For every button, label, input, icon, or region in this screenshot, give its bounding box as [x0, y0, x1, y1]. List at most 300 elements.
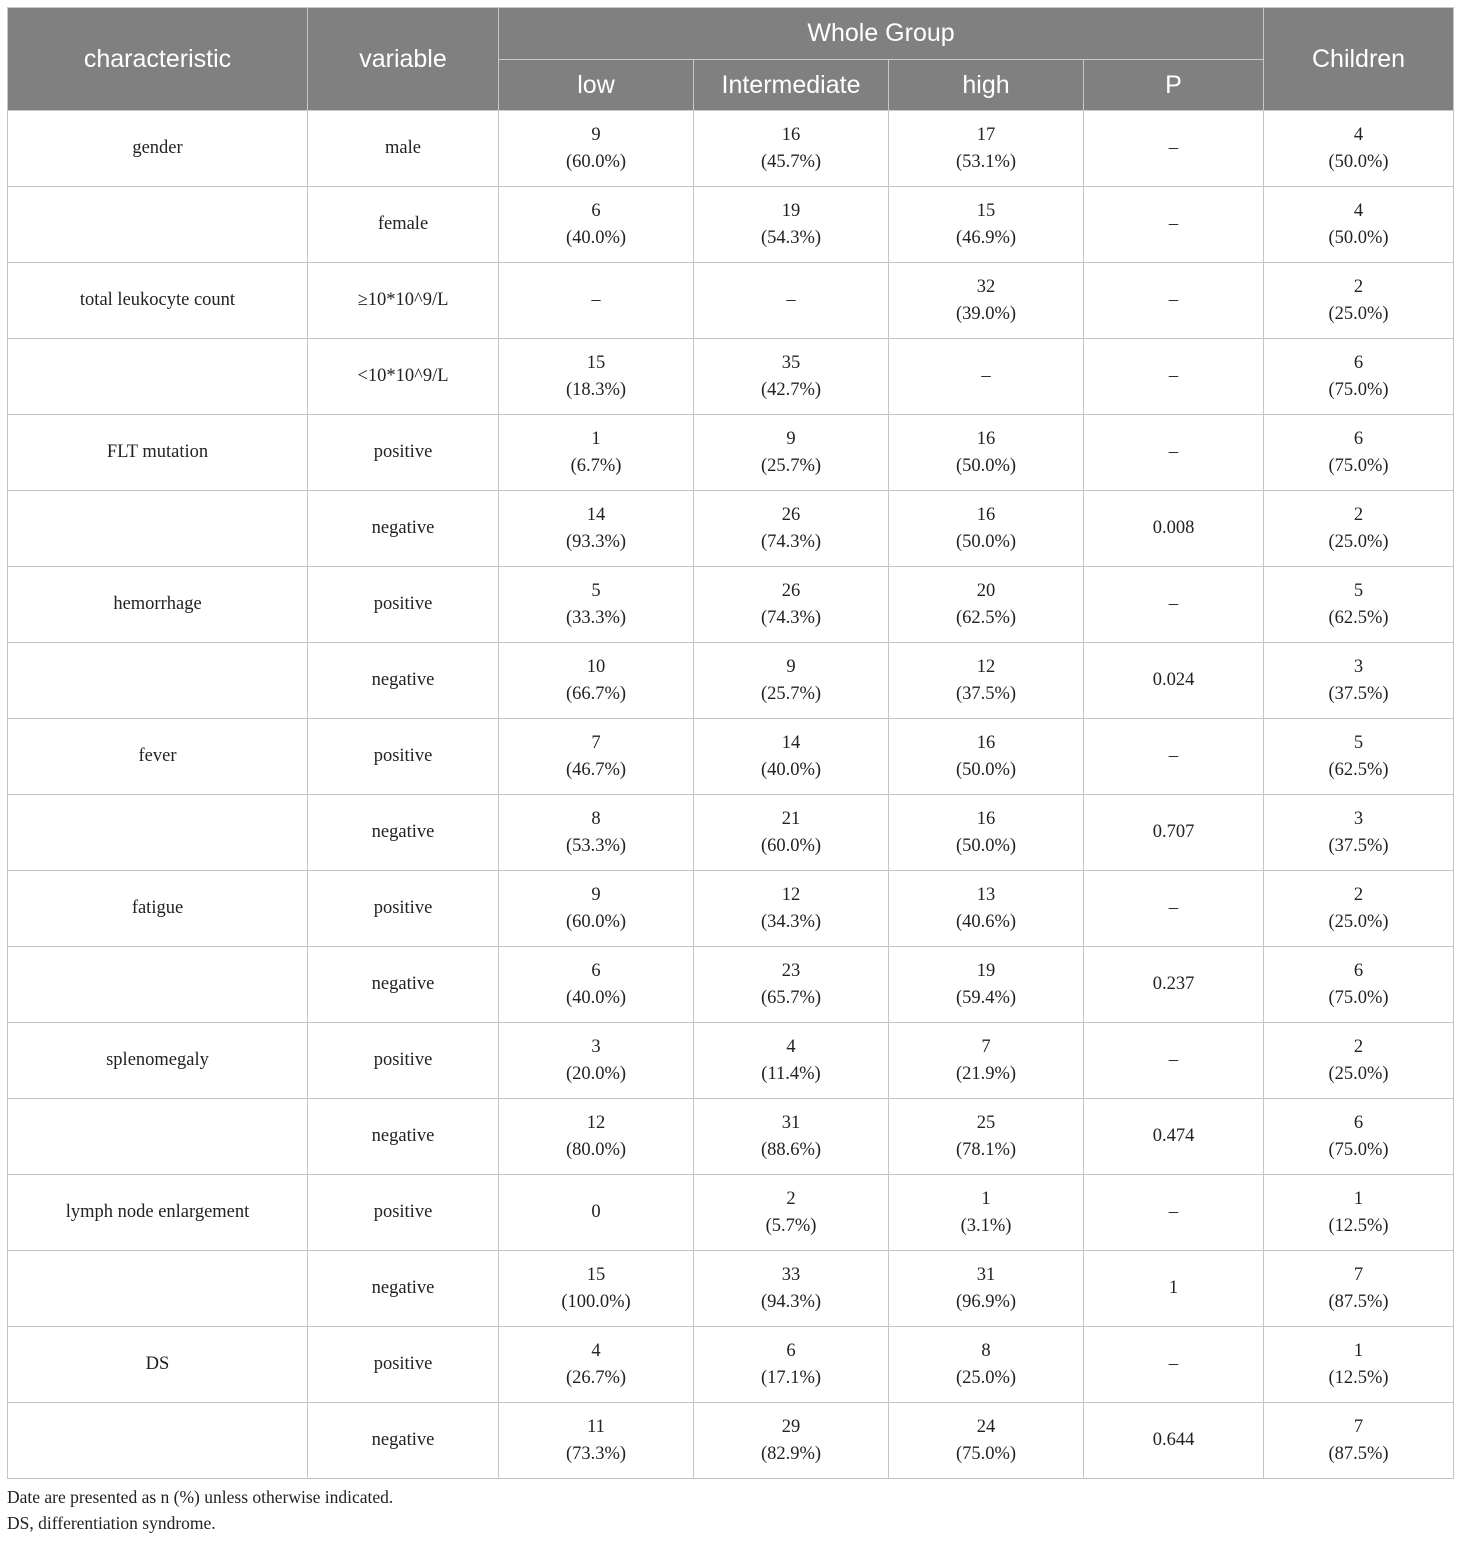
cell-value: 16	[781, 124, 801, 145]
cell-low	[499, 111, 694, 187]
cell-p	[1084, 339, 1264, 415]
cell-value: 4	[1353, 200, 1364, 221]
cell-value: –	[1168, 138, 1179, 158]
cell-variable: negative	[308, 947, 499, 1023]
table-container	[7, 7, 1453, 1479]
cell-percent: (53.1%)	[955, 151, 1017, 172]
cell-value: 3	[1353, 808, 1364, 829]
cell-value: 0.008	[1152, 518, 1195, 538]
cell-high	[889, 1251, 1084, 1327]
cell-value: 35	[781, 352, 801, 373]
cell-percent: (37.5%)	[1328, 683, 1389, 704]
cell-percent: (11.4%)	[761, 1063, 821, 1084]
cell-p	[1084, 187, 1264, 263]
table-row	[8, 643, 1454, 719]
cell-variable: negative	[308, 1251, 499, 1327]
cell-value: 6	[1353, 960, 1364, 981]
table-row	[8, 1403, 1454, 1479]
cell-intermediate	[694, 567, 889, 643]
cell-low	[499, 491, 694, 567]
table-row	[8, 415, 1454, 491]
cell-characteristic: splenomegaly	[8, 1023, 308, 1099]
cell-value: –	[1168, 898, 1179, 918]
footnote-data-presentation: Date are presented as n (%) unless otherwise indicated.	[7, 1487, 394, 1507]
header-characteristic: characteristic	[8, 8, 308, 111]
table-row	[8, 491, 1454, 567]
cell-characteristic	[8, 1251, 308, 1327]
cell-value: 2	[1353, 1036, 1364, 1057]
cell-children	[1264, 1403, 1454, 1479]
cell-value: 16	[976, 504, 996, 525]
cell-percent: (74.3%)	[760, 531, 822, 552]
cell-children	[1264, 111, 1454, 187]
cell-percent: (75.0%)	[1328, 455, 1389, 476]
cell-value: 16	[976, 808, 996, 829]
cell-percent: (40.6%)	[955, 911, 1017, 932]
cell-value: 25	[976, 1112, 996, 1133]
cell-value: 1	[591, 428, 601, 449]
cell-low	[499, 719, 694, 795]
cell-percent: (62.5%)	[1328, 607, 1389, 628]
cell-variable: positive	[308, 871, 499, 947]
cell-percent: (42.7%)	[760, 379, 822, 400]
cell-value: 14	[781, 732, 801, 753]
cell-value: 0.237	[1152, 974, 1195, 994]
cell-value: 7	[1353, 1416, 1364, 1437]
cell-value: 9	[591, 124, 601, 145]
cell-high	[889, 491, 1084, 567]
cell-value: 1	[1353, 1340, 1364, 1361]
cell-characteristic	[8, 947, 308, 1023]
cell-value: 10	[586, 656, 606, 677]
cell-value: 1	[981, 1188, 991, 1209]
cell-value: 4	[591, 1340, 601, 1361]
cell-children	[1264, 415, 1454, 491]
cell-percent: (21.9%)	[955, 1063, 1017, 1084]
cell-value: 2	[1353, 276, 1364, 297]
cell-value: –	[1168, 366, 1179, 386]
table-header	[8, 8, 1454, 111]
cell-percent: (25.0%)	[955, 1367, 1017, 1388]
cell-children	[1264, 1023, 1454, 1099]
cell-percent: (50.0%)	[1328, 227, 1389, 248]
cell-high	[889, 187, 1084, 263]
cell-intermediate	[694, 719, 889, 795]
cell-value: 2	[1353, 884, 1364, 905]
cell-value: 2	[1353, 504, 1364, 525]
table-row	[8, 567, 1454, 643]
cell-percent: (25.0%)	[1328, 1063, 1389, 1084]
cell-value: –	[1168, 594, 1179, 614]
cell-variable: positive	[308, 719, 499, 795]
cell-children	[1264, 1327, 1454, 1403]
cell-low	[499, 1403, 694, 1479]
cell-value: –	[1168, 1354, 1179, 1374]
cell-value: 6	[591, 200, 601, 221]
cell-characteristic: fever	[8, 719, 308, 795]
cell-characteristic: gender	[8, 111, 308, 187]
cell-p	[1084, 263, 1264, 339]
cell-intermediate	[694, 1099, 889, 1175]
cell-variable: positive	[308, 1175, 499, 1251]
cell-value: 12	[781, 884, 801, 905]
cell-value: 19	[781, 200, 801, 221]
table-row	[8, 339, 1454, 415]
cell-children	[1264, 871, 1454, 947]
cell-percent: (50.0%)	[955, 531, 1017, 552]
cell-percent: (54.3%)	[760, 227, 822, 248]
cell-value: 0	[591, 1202, 601, 1222]
cell-intermediate	[694, 1251, 889, 1327]
cell-value: –	[1168, 1202, 1179, 1222]
cell-value: 9	[786, 428, 796, 449]
cell-intermediate	[694, 795, 889, 871]
cell-high	[889, 263, 1084, 339]
header-children: Children	[1264, 8, 1454, 111]
cell-percent: (25.0%)	[1328, 911, 1389, 932]
cell-value: 20	[976, 580, 996, 601]
cell-high	[889, 415, 1084, 491]
cell-percent: (87.5%)	[1328, 1443, 1389, 1464]
cell-percent: (87.5%)	[1328, 1291, 1389, 1312]
cell-value: 2	[786, 1188, 796, 1209]
cell-value: –	[1168, 214, 1179, 234]
cell-value: 1	[1168, 1278, 1179, 1298]
header-whole-group: Whole Group	[499, 8, 1264, 60]
cell-children	[1264, 1251, 1454, 1327]
cell-value: 6	[1353, 428, 1364, 449]
cell-value: 3	[1353, 656, 1364, 677]
cell-characteristic	[8, 795, 308, 871]
cell-percent: (60.0%)	[565, 151, 627, 172]
cell-intermediate	[694, 1175, 889, 1251]
cell-p	[1084, 795, 1264, 871]
cell-high	[889, 719, 1084, 795]
header-variable: variable	[308, 8, 499, 111]
cell-percent: (33.3%)	[565, 607, 627, 628]
cell-value: 7	[591, 732, 601, 753]
cell-percent: (40.0%)	[565, 987, 627, 1008]
cell-value: 26	[781, 504, 801, 525]
cell-percent: (75.0%)	[955, 1443, 1017, 1464]
cell-intermediate	[694, 871, 889, 947]
cell-variable: positive	[308, 415, 499, 491]
cell-percent: (50.0%)	[1328, 151, 1389, 172]
cell-characteristic: total leukocyte count	[8, 263, 308, 339]
cell-percent: (26.7%)	[565, 1367, 627, 1388]
cell-value: 8	[981, 1340, 991, 1361]
cell-percent: (74.3%)	[760, 607, 822, 628]
cell-characteristic: fatigue	[8, 871, 308, 947]
cell-value: –	[786, 290, 796, 310]
cell-percent: (25.0%)	[1328, 531, 1389, 552]
cell-low	[499, 643, 694, 719]
cell-percent: (88.6%)	[760, 1139, 822, 1160]
cell-percent: (94.3%)	[760, 1291, 822, 1312]
cell-low	[499, 567, 694, 643]
cell-intermediate	[694, 1023, 889, 1099]
cell-percent: (50.0%)	[955, 835, 1017, 856]
header-low: low	[499, 60, 694, 111]
header-intermediate: Intermediate	[694, 60, 889, 111]
cell-variable: negative	[308, 1403, 499, 1479]
cell-percent: (25.7%)	[760, 455, 822, 476]
header-high: high	[889, 60, 1084, 111]
cell-high	[889, 1403, 1084, 1479]
cell-value: 0.474	[1152, 1126, 1195, 1146]
cell-characteristic	[8, 187, 308, 263]
cell-percent: (40.0%)	[760, 759, 822, 780]
cell-intermediate	[694, 643, 889, 719]
cell-characteristic: DS	[8, 1327, 308, 1403]
table-row	[8, 719, 1454, 795]
cell-low	[499, 947, 694, 1023]
cell-percent: (66.7%)	[565, 683, 627, 704]
cell-value: –	[1168, 290, 1179, 310]
cell-high	[889, 1099, 1084, 1175]
cell-value: 6	[1353, 1112, 1364, 1133]
cell-children	[1264, 263, 1454, 339]
table-row	[8, 1099, 1454, 1175]
cell-value: 6	[1353, 352, 1364, 373]
cell-children	[1264, 339, 1454, 415]
cell-value: 21	[781, 808, 801, 829]
cell-value: 0.024	[1152, 670, 1195, 690]
cell-low	[499, 339, 694, 415]
cell-percent: (46.9%)	[955, 227, 1017, 248]
cell-characteristic	[8, 1099, 308, 1175]
cell-p	[1084, 1023, 1264, 1099]
cell-percent: (40.0%)	[565, 227, 627, 248]
cell-low	[499, 263, 694, 339]
cell-value: 1	[1353, 1188, 1364, 1209]
cell-children	[1264, 947, 1454, 1023]
cell-percent: (80.0%)	[565, 1139, 627, 1160]
cell-percent: (60.0%)	[565, 911, 627, 932]
cell-percent: (53.3%)	[565, 835, 627, 856]
cell-percent: (3.1%)	[960, 1215, 1012, 1236]
cell-value: 31	[976, 1264, 996, 1285]
table-row	[8, 1327, 1454, 1403]
cell-p	[1084, 1175, 1264, 1251]
cell-high	[889, 643, 1084, 719]
cell-value: 12	[586, 1112, 606, 1133]
cell-characteristic: hemorrhage	[8, 567, 308, 643]
cell-percent: (18.3%)	[565, 379, 627, 400]
cell-intermediate	[694, 1403, 889, 1479]
cell-value: 29	[781, 1416, 801, 1437]
cell-percent: (62.5%)	[955, 607, 1017, 628]
cell-percent: (12.5%)	[1328, 1367, 1389, 1388]
cell-value: 15	[586, 352, 606, 373]
cell-variable: positive	[308, 1023, 499, 1099]
cell-variable: ≥10*10^9/L	[308, 263, 499, 339]
cell-high	[889, 947, 1084, 1023]
cell-intermediate	[694, 111, 889, 187]
cell-intermediate	[694, 1327, 889, 1403]
cell-percent: (39.0%)	[955, 303, 1017, 324]
cell-value: 0.644	[1152, 1430, 1195, 1450]
cell-variable: <10*10^9/L	[308, 339, 499, 415]
cell-value: 5	[591, 580, 601, 601]
cell-value: –	[1168, 1050, 1179, 1070]
cell-p	[1084, 719, 1264, 795]
cell-percent: (17.1%)	[760, 1367, 822, 1388]
cell-p	[1084, 871, 1264, 947]
cell-low	[499, 1327, 694, 1403]
cell-low	[499, 871, 694, 947]
cell-value: 6	[591, 960, 601, 981]
cell-percent: (100.0%)	[561, 1291, 631, 1312]
cell-variable: male	[308, 111, 499, 187]
cell-p	[1084, 567, 1264, 643]
cell-high	[889, 1327, 1084, 1403]
cell-intermediate	[694, 491, 889, 567]
cell-value: 7	[981, 1036, 991, 1057]
cell-children	[1264, 187, 1454, 263]
cell-variable: negative	[308, 1099, 499, 1175]
cell-percent: (37.5%)	[955, 683, 1017, 704]
cell-value: –	[981, 366, 991, 386]
cell-variable: positive	[308, 1327, 499, 1403]
cell-percent: (6.7%)	[570, 455, 622, 476]
cell-low	[499, 1023, 694, 1099]
cell-value: 12	[976, 656, 996, 677]
table-row	[8, 947, 1454, 1023]
header-p: P	[1084, 60, 1264, 111]
cell-characteristic	[8, 339, 308, 415]
cell-high	[889, 111, 1084, 187]
cell-characteristic	[8, 643, 308, 719]
cell-percent: (78.1%)	[955, 1139, 1017, 1160]
cell-p	[1084, 1251, 1264, 1327]
cell-variable: female	[308, 187, 499, 263]
cell-low	[499, 415, 694, 491]
cell-characteristic: FLT mutation	[8, 415, 308, 491]
cell-p	[1084, 643, 1264, 719]
cell-value: 15	[976, 200, 996, 221]
cell-p	[1084, 947, 1264, 1023]
table-row	[8, 187, 1454, 263]
cell-p	[1084, 1327, 1264, 1403]
cell-percent: (75.0%)	[1328, 379, 1389, 400]
cell-percent: (50.0%)	[955, 759, 1017, 780]
cell-value: 7	[1353, 1264, 1364, 1285]
cell-high	[889, 871, 1084, 947]
cell-percent: (25.0%)	[1328, 303, 1389, 324]
cell-value: 9	[591, 884, 601, 905]
cell-intermediate	[694, 947, 889, 1023]
cell-percent: (37.5%)	[1328, 835, 1389, 856]
cell-percent: (46.7%)	[565, 759, 627, 780]
table-row	[8, 1023, 1454, 1099]
cell-value: –	[1168, 746, 1179, 766]
cell-value: 0.707	[1152, 822, 1195, 842]
table-row	[8, 795, 1454, 871]
cell-value: 15	[586, 1264, 606, 1285]
cell-intermediate	[694, 415, 889, 491]
cell-children	[1264, 643, 1454, 719]
cell-value: 24	[976, 1416, 996, 1437]
table-row	[8, 263, 1454, 339]
cell-value: 17	[976, 124, 996, 145]
cell-percent: (65.7%)	[760, 987, 822, 1008]
cell-value: 11	[587, 1416, 605, 1437]
cell-value: 5	[1353, 580, 1364, 601]
cell-value: –	[1168, 442, 1179, 462]
cell-children	[1264, 795, 1454, 871]
cell-value: 16	[976, 428, 996, 449]
cell-percent: (96.9%)	[955, 1291, 1017, 1312]
cell-percent: (5.7%)	[765, 1215, 817, 1236]
cell-percent: (62.5%)	[1328, 759, 1389, 780]
cell-percent: (20.0%)	[565, 1063, 627, 1084]
cell-children	[1264, 491, 1454, 567]
cell-intermediate	[694, 187, 889, 263]
cell-value: 33	[781, 1264, 801, 1285]
cell-value: 14	[586, 504, 606, 525]
cell-value: 19	[976, 960, 996, 981]
table-footnotes	[7, 1484, 393, 1536]
cell-value: 4	[1353, 124, 1364, 145]
cell-characteristic	[8, 491, 308, 567]
cell-children	[1264, 719, 1454, 795]
cell-high	[889, 1023, 1084, 1099]
cell-value: 31	[781, 1112, 801, 1133]
table-row	[8, 111, 1454, 187]
cell-children	[1264, 1175, 1454, 1251]
cell-intermediate	[694, 339, 889, 415]
cell-value: 23	[781, 960, 801, 981]
cell-characteristic: lymph node enlargement	[8, 1175, 308, 1251]
table-row	[8, 1251, 1454, 1327]
cell-high	[889, 795, 1084, 871]
cell-percent: (25.7%)	[760, 683, 822, 704]
cell-percent: (12.5%)	[1328, 1215, 1389, 1236]
cell-value: 3	[591, 1036, 601, 1057]
table-row	[8, 871, 1454, 947]
cell-percent: (59.4%)	[955, 987, 1017, 1008]
cell-low	[499, 1251, 694, 1327]
cell-p	[1084, 111, 1264, 187]
cell-percent: (60.0%)	[760, 835, 822, 856]
cell-high	[889, 567, 1084, 643]
cell-value: 8	[591, 808, 601, 829]
cell-value: 13	[976, 884, 996, 905]
cell-low	[499, 187, 694, 263]
cell-p	[1084, 491, 1264, 567]
cell-percent: (75.0%)	[1328, 1139, 1389, 1160]
cell-value: 9	[786, 656, 796, 677]
cell-variable: negative	[308, 491, 499, 567]
cell-percent: (82.9%)	[760, 1443, 822, 1464]
cell-variable: negative	[308, 795, 499, 871]
cell-p	[1084, 415, 1264, 491]
cell-value: –	[591, 290, 601, 310]
cell-value: 6	[786, 1340, 796, 1361]
footnote-ds-abbreviation: DS, differentiation syndrome.	[7, 1513, 216, 1533]
cell-characteristic	[8, 1403, 308, 1479]
cell-low	[499, 1175, 694, 1251]
cell-low	[499, 1099, 694, 1175]
cell-percent: (50.0%)	[955, 455, 1017, 476]
cell-p	[1084, 1403, 1264, 1479]
cell-percent: (93.3%)	[565, 531, 627, 552]
cell-value: 16	[976, 732, 996, 753]
cell-high	[889, 1175, 1084, 1251]
cell-percent: (34.3%)	[760, 911, 822, 932]
cell-percent: (45.7%)	[760, 151, 822, 172]
